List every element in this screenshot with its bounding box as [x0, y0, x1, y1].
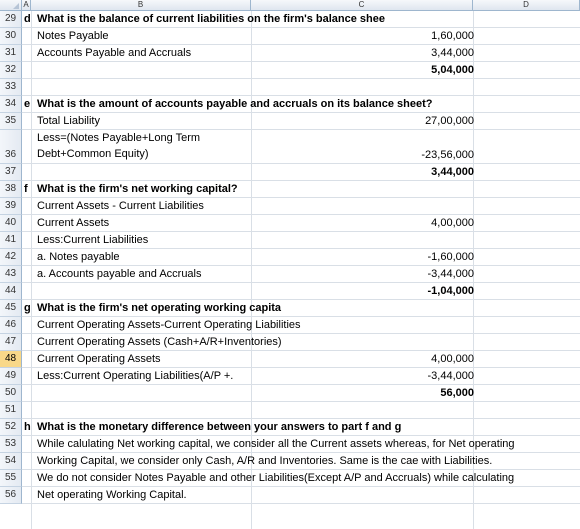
cell-c[interactable]: 56,000 [440, 387, 474, 399]
row-header[interactable]: 53 [0, 436, 22, 453]
row-header[interactable]: 36 [0, 130, 22, 164]
cell-c[interactable]: -1,04,000 [427, 285, 474, 297]
row-header[interactable]: 52 [0, 419, 22, 436]
row-header[interactable]: 51 [0, 402, 22, 419]
row-header[interactable]: 32 [0, 62, 22, 79]
cell-c[interactable]: 3,44,000 [431, 166, 474, 178]
table-row [22, 45, 580, 62]
cell-b[interactable]: Working Capital, we consider only Cash, A/R and Inventories. Same is the cae with Liabilities. [37, 455, 493, 467]
cell-b[interactable]: What is the monetary difference between your answers to part f and g [37, 421, 402, 433]
row-header[interactable]: 40 [0, 215, 22, 232]
cell-b[interactable]: What is the balance of current liabilities on the firm's balance shee [37, 13, 385, 25]
cell-c[interactable] [22, 300, 474, 316]
table-row [22, 62, 580, 79]
table-row [22, 436, 580, 453]
table-row [22, 470, 580, 487]
cell-b[interactable]: Less=(Notes Payable+Long Term Debt+Common Equity) [37, 132, 201, 160]
table-row [22, 215, 580, 232]
row-header[interactable]: 35 [0, 113, 22, 130]
row-header[interactable]: 43 [0, 266, 22, 283]
row-header[interactable]: 37 [0, 164, 22, 181]
cell-c[interactable] [22, 11, 474, 27]
table-row [22, 385, 580, 402]
cell-b[interactable]: a. Accounts payable and Accruals [37, 268, 202, 280]
cell-b[interactable]: We do not consider Notes Payable and other Liabilities(Except A/P and Accruals) while calculating [37, 472, 515, 484]
cell-a[interactable]: f [24, 183, 28, 195]
cell-b[interactable]: What is the amount of accounts payable and accruals on its balance sheet? [37, 98, 433, 110]
cell-a[interactable]: g [24, 302, 31, 314]
column-header-a[interactable]: A [22, 0, 31, 11]
cell-b[interactable]: Notes Payable [37, 30, 109, 42]
cell-b[interactable]: Current Operating Assets (Cash+A/R+Inventories) [37, 336, 282, 348]
cell-b[interactable]: While calulating Net working capital, we consider all the Current assets whereas, for Net operating [37, 438, 515, 450]
cell-c[interactable]: 5,04,000 [431, 64, 474, 76]
table-row [22, 79, 580, 96]
cell-c[interactable]: 27,00,000 [425, 115, 474, 127]
table-row [22, 198, 580, 215]
cell-c[interactable]: 4,00,000 [431, 217, 474, 229]
cell-c[interactable] [22, 470, 474, 486]
cell-a[interactable] [24, 130, 32, 146]
table-row [22, 300, 580, 317]
table-row [22, 232, 580, 249]
row-header[interactable]: 49 [0, 368, 22, 385]
table-row [22, 164, 580, 181]
cell-c[interactable] [22, 79, 474, 95]
table-row [22, 419, 580, 436]
cell-c[interactable]: -3,44,000 [427, 370, 474, 382]
row-header[interactable]: 44 [0, 283, 22, 300]
cell-c[interactable] [22, 487, 474, 503]
cell-c[interactable]: 4,00,000 [431, 353, 474, 365]
table-row [22, 453, 580, 470]
row-header[interactable]: 55 [0, 470, 22, 487]
row-header[interactable]: 45 [0, 300, 22, 317]
row-header[interactable]: 46 [0, 317, 22, 334]
cell-c[interactable] [22, 436, 474, 452]
row-header[interactable]: 54 [0, 453, 22, 470]
table-row [22, 96, 580, 113]
row-header[interactable]: 29 [0, 11, 22, 28]
table-row [22, 266, 580, 283]
table-row [22, 351, 580, 368]
table-row [22, 487, 580, 504]
cell-c[interactable]: -3,44,000 [427, 268, 474, 280]
cell-b[interactable]: Less:Current Operating Liabilities(A/P +. [37, 370, 234, 382]
cell-c[interactable] [22, 232, 474, 248]
cell-c[interactable] [22, 419, 474, 435]
column-header-d[interactable]: D [473, 0, 580, 11]
cell-c[interactable] [22, 96, 474, 112]
table-row [22, 334, 580, 351]
cell-c[interactable] [22, 402, 474, 418]
cell-b[interactable]: Current Assets - Current Liabilities [37, 200, 204, 212]
table-row [22, 368, 580, 385]
cell-b[interactable]: What is the firm's net working capital? [37, 183, 238, 195]
row-header[interactable]: 34 [0, 96, 22, 113]
cell-b[interactable]: Current Operating Assets-Current Operating Liabilities [37, 319, 301, 331]
row-header[interactable]: 47 [0, 334, 22, 351]
cell-a[interactable]: d [24, 13, 31, 25]
cell-b[interactable]: What is the firm's net operating working capita [37, 302, 282, 314]
cell-a[interactable]: h [24, 421, 31, 433]
table-row [22, 181, 580, 198]
cell-c[interactable]: -23,56,000 [421, 149, 474, 161]
cell-c[interactable]: 3,44,000 [431, 47, 474, 59]
row-header[interactable]: 42 [0, 249, 22, 266]
row-header[interactable]: 56 [0, 487, 22, 504]
row-header[interactable]: 38 [0, 181, 22, 198]
cell-b[interactable]: Current Assets [37, 217, 110, 229]
cell-c[interactable] [22, 334, 474, 350]
table-row [22, 28, 580, 45]
cell-a[interactable]: e [24, 98, 31, 110]
table-row [22, 130, 580, 164]
cell-c[interactable]: -1,60,000 [427, 251, 474, 263]
table-row [22, 283, 580, 300]
table-row [22, 317, 580, 334]
cell-b[interactable]: Total Liability [37, 115, 100, 127]
table-row [22, 11, 580, 28]
row-header[interactable]: 48 [0, 351, 22, 368]
row-header[interactable]: 50 [0, 385, 22, 402]
cell-b[interactable]: Accounts Payable and Accruals [37, 47, 192, 59]
column-header-b[interactable]: B [31, 0, 251, 11]
cell-c[interactable] [22, 181, 474, 197]
select-all-icon [13, 3, 19, 9]
cell-c[interactable]: 1,60,000 [431, 30, 474, 42]
row-header[interactable]: 30 [0, 28, 22, 45]
column-header-c[interactable]: C [251, 0, 473, 11]
cell-c[interactable] [22, 453, 474, 469]
table-row [22, 249, 580, 266]
cell-b[interactable]: Current Operating Assets [37, 353, 161, 365]
row-header[interactable]: 41 [0, 232, 22, 249]
cell-b[interactable]: Less:Current Liabilities [37, 234, 149, 246]
cell-c[interactable] [22, 317, 474, 333]
table-row [22, 113, 580, 130]
row-header[interactable]: 33 [0, 79, 22, 96]
table-row [22, 402, 580, 419]
row-header[interactable]: 39 [0, 198, 22, 215]
select-all-button[interactable] [0, 0, 22, 11]
row-header[interactable]: 31 [0, 45, 22, 62]
cell-c[interactable] [22, 198, 474, 214]
cell-b[interactable]: Net operating Working Capital. [37, 489, 187, 501]
cell-b[interactable]: a. Notes payable [37, 251, 120, 263]
